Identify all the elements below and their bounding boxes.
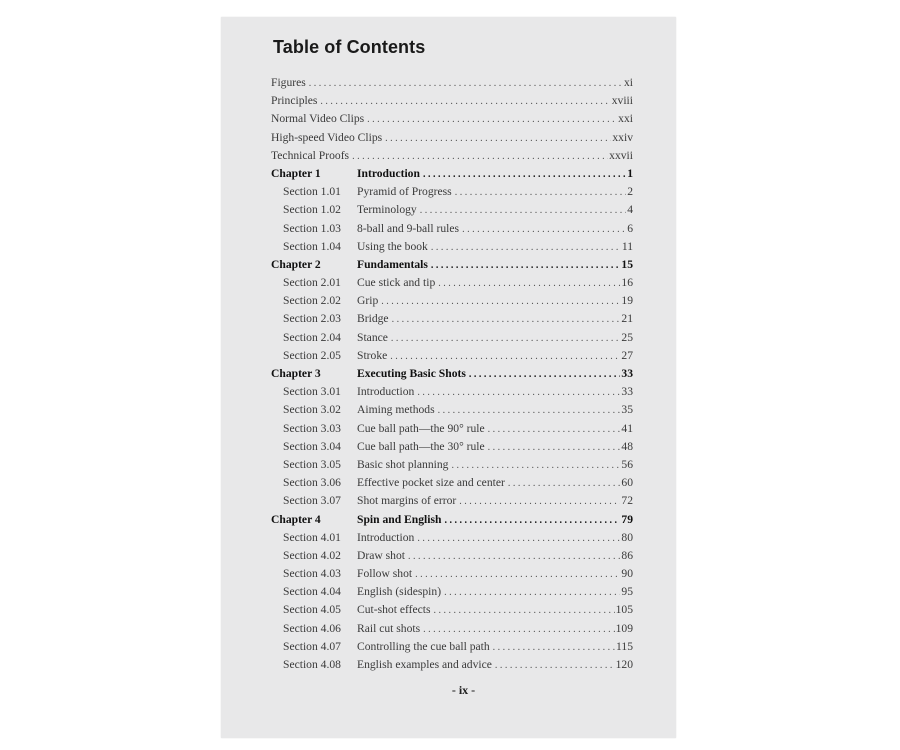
section-label: Section 2.04 [283,330,341,344]
toc-entry-title: High-speed Video Clips [271,130,383,144]
toc-entry-front-matter [271,131,633,149]
section-page: 27 [621,348,633,362]
chapter-page: 79 [621,512,633,526]
leader-dots [420,205,626,216]
section-title: Basic shot planning [357,457,449,471]
section-title: Aiming methods [357,403,435,417]
section-title: Controlling the cue ball path [357,639,490,653]
section-title: Cue ball path—the 90° rule [357,421,485,435]
section-page: 95 [621,585,633,599]
toc-entry-front-matter [271,149,633,167]
leader-dots [451,460,620,471]
leader-dots [508,478,621,489]
toc-section [271,440,633,458]
leader-dots [415,569,620,580]
toc-entry-front-matter [271,94,633,112]
section-page: 72 [621,494,633,508]
section-title: Cue stick and tip [357,276,436,290]
section-label: Section 3.04 [283,439,341,453]
toc-section [271,640,633,658]
toc-chapter-3 [271,367,633,385]
toc-section [271,549,633,567]
toc-entry-title: Normal Video Clips [271,112,365,126]
leader-dots [438,405,621,416]
leader-dots [431,242,621,253]
toc-entry-page: xxiv [612,130,633,144]
toc-section [271,294,633,312]
leader-dots [469,369,621,380]
toc-entry-title: Figures [271,76,306,89]
section-label: Section 4.04 [283,585,341,599]
leader-dots [367,114,617,125]
section-label: Section 3.02 [283,403,341,417]
toc-entry-front-matter [271,76,633,94]
leader-dots [459,496,620,507]
leader-dots [488,442,621,453]
toc-section [271,603,633,621]
page-title: Table of Contents [273,37,426,57]
toc-section [271,240,633,258]
toc-chapter-4 [271,513,633,531]
leader-dots [309,78,623,89]
section-page: 25 [621,330,633,344]
toc-entry-title: Principles [271,94,318,108]
section-page: 16 [621,276,633,290]
toc-entry-page: xxi [618,112,633,126]
section-page: 41 [621,421,633,435]
section-page: 35 [621,403,633,417]
toc-chapter-2 [271,258,633,276]
leader-dots [408,551,620,562]
section-title: English (sidespin) [357,585,442,599]
section-title: Introduction [357,530,415,544]
section-label: Section 2.02 [283,294,341,308]
section-label: Section 3.06 [283,476,341,490]
toc-section [271,422,633,440]
section-page: 21 [621,312,633,326]
section-page: 48 [621,439,633,453]
section-page: 86 [621,548,633,562]
chapter-label: Chapter 1 [271,166,321,180]
chapter-title: Spin and English [357,512,442,526]
section-title: Cut-shot effects [357,603,431,617]
section-title: English examples and advice [357,658,492,671]
leader-dots [381,296,620,307]
section-title: Using the book [357,239,428,253]
leader-dots [495,660,615,671]
leader-dots [417,533,620,544]
leader-dots [390,351,620,362]
section-label: Section 2.01 [283,276,341,290]
leader-dots [385,133,611,144]
chapter-label: Chapter 3 [271,367,321,380]
toc-entry-page: xi [623,76,633,89]
toc-section [271,185,633,203]
toc-section [271,312,633,330]
section-page: 115 [616,639,633,653]
leader-dots [455,187,627,198]
section-label: Section 2.03 [283,312,341,326]
section-title: Stroke [357,348,388,362]
chapter-page: 1 [627,166,633,180]
toc-section [271,531,633,549]
section-page: 6 [627,221,633,235]
section-title: Effective pocket size and center [357,476,505,490]
section-page: 60 [621,476,633,490]
section-label: Section 1.02 [283,203,341,217]
section-title: Introduction [357,385,415,399]
section-label: Section 3.03 [283,421,341,435]
chapter-page: 33 [621,367,633,380]
toc-section [271,658,633,676]
chapter-label: Chapter 4 [271,512,321,526]
chapter-title: Introduction [357,166,420,180]
section-label: Section 3.01 [283,385,341,399]
leader-dots [392,314,621,325]
section-label: Section 1.03 [283,221,341,235]
chapter-title: Executing Basic Shots [357,367,466,380]
chapter-label: Chapter 2 [271,257,321,271]
section-title: Shot margins of error [357,494,457,508]
chapter-page: 15 [621,257,633,271]
toc-section [271,476,633,494]
section-label: Section 1.04 [283,239,341,253]
page-number: - ix - [451,683,476,697]
section-title: Rail cut shots [357,621,421,635]
section-label: Section 4.05 [283,603,341,617]
toc-list [271,76,633,676]
leader-dots [352,151,608,162]
section-label: Section 4.02 [283,548,341,562]
leader-dots [423,624,614,635]
toc-section [271,349,633,367]
section-label: Section 3.05 [283,457,341,471]
toc-section [271,203,633,221]
section-label: Section 4.07 [283,639,341,653]
toc-section [271,403,633,421]
leader-dots [320,96,610,107]
leader-dots [493,642,615,653]
toc-section [271,585,633,603]
document-page [221,17,676,738]
section-page: 80 [621,530,633,544]
chapter-title: Fundamentals [357,257,428,271]
toc-section [271,385,633,403]
section-title: Draw shot [357,548,405,562]
toc-section [271,458,633,476]
toc-section [271,222,633,240]
toc-entry-title: Technical Proofs [271,148,350,162]
toc-section [271,567,633,585]
section-page: 2 [627,185,633,199]
leader-dots [488,424,621,435]
section-title: Stance [357,330,388,344]
leader-dots [444,587,620,598]
section-title: Grip [357,294,379,308]
section-title: 8-ball and 9-ball rules [357,221,460,235]
leader-dots [417,387,620,398]
section-page: 19 [621,294,633,308]
section-page: 56 [621,457,633,471]
section-title: Follow shot [357,567,413,581]
toc-section [271,494,633,512]
leader-dots [391,333,621,344]
toc-section [271,331,633,349]
section-page: 109 [615,621,633,635]
section-title: Terminology [357,203,417,217]
toc-entry-front-matter [271,112,633,130]
toc-entry-page: xviii [611,94,633,108]
section-page: 120 [615,658,633,671]
leader-dots [444,515,620,526]
toc-entry-page: xxvii [609,148,633,162]
section-page: 4 [627,203,633,217]
section-title: Bridge [357,312,389,326]
section-title: Pyramid of Progress [357,185,452,199]
leader-dots [438,278,620,289]
section-page: 105 [615,603,633,617]
section-label: Section 4.01 [283,530,341,544]
leader-dots [462,224,626,235]
section-page: 90 [621,567,633,581]
leader-dots [423,169,626,180]
section-label: Section 4.03 [283,567,341,581]
leader-dots [431,260,621,271]
section-page: 33 [621,385,633,399]
section-label: Section 1.01 [283,185,341,199]
toc-section [271,622,633,640]
section-label: Section 4.08 [283,658,341,671]
section-label: Section 2.05 [283,348,341,362]
section-title: Cue ball path—the 30° rule [357,439,485,453]
leader-dots [434,605,615,616]
section-page: 11 [621,239,633,253]
section-label: Section 3.07 [283,494,341,508]
section-label: Section 4.06 [283,621,341,635]
toc-section [271,276,633,294]
toc-chapter-1 [271,167,633,185]
